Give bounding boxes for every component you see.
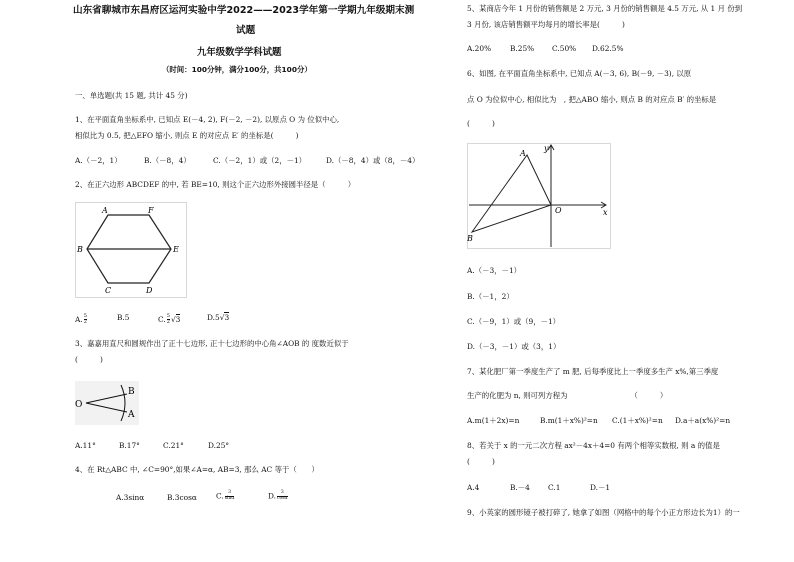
- coord-label-a: A: [520, 149, 526, 158]
- q2-option-b: B.5: [117, 313, 130, 322]
- q5-text-line1: 5、某商店今年 1 月份的销售额是 2 万元, 3 月份的销售额是 4.5 万元, 从 1 月 份到: [467, 4, 743, 13]
- q6-text-line1: 6、如图, 在平面直角坐标系中, 已知点 A(－3, 6), B(－9, －3), 以原: [467, 69, 692, 78]
- triangle-abo: [472, 155, 551, 232]
- hex-label-f: F: [148, 206, 154, 215]
- q4-text: 4、在 Rt△ABC 中, ∠C=90°,如果∠A=α, AB=3, 那么 AC 等于（ ）: [75, 465, 319, 474]
- hex-label-a: A: [102, 206, 108, 215]
- q8-text-line1: 8、若关于 x 的一元二次方程 ax²－4x＋4=0 有两个相等实数根, 则 a 的值是: [467, 441, 720, 450]
- q7-text-line1: 7、某化肥厂第一季度生产了 m 肥, 后每季度比上一季度多生产 x%,第三季度: [467, 367, 719, 376]
- coord-label-b: B: [467, 234, 473, 243]
- exam-meta: （时间：100分钟，满分100分，共100分）: [162, 65, 312, 74]
- q6-option-d: D.（－3，－1）或（3，1）: [467, 342, 561, 351]
- q5-option-d: D.62.5%: [592, 44, 624, 53]
- q1-option-d: D.（－8，4）或（8，－4）: [326, 156, 420, 165]
- q5-option-b: B.25%: [510, 44, 535, 53]
- q5-option-c: C.50%: [552, 44, 577, 53]
- coord-label-y: y: [544, 144, 549, 153]
- q7-text-line2: 生产的化肥为 n, 则可列方程为 （ ）: [467, 391, 668, 400]
- section-heading: 一、单选题(共 15 题, 共计 45 分): [75, 91, 188, 100]
- q1-text-line2: 相似比为 0.5, 把△EFO 缩小, 则点 E 的对应点 E′ 的坐标是( ): [75, 131, 299, 140]
- coord-label-o: O: [555, 206, 562, 215]
- hex-label-b: B: [77, 245, 83, 254]
- q3-option-c: C.21°: [163, 441, 184, 450]
- q3-option-b: B.17°: [119, 441, 140, 450]
- q8-option-b: B.－4: [510, 483, 530, 492]
- q9-text: 9、小英家的圆形镜子被打碎了, 她拿了如图（网格中的每个小正方形边长为1）的一: [467, 508, 740, 517]
- q1-option-c: C.（－2，1）或（2，－1）: [213, 156, 307, 165]
- exam-title-line1: 山东省聊城市东昌府区运河实验中学2022——2023学年第一学期九年级期末测: [73, 5, 415, 16]
- q6-text-line2: 点 O 为位似中心, 相似比为 , 把△ABO 缩小, 则点 B 的对应点 B′ 的坐标是: [467, 95, 717, 104]
- hex-label-d: D: [146, 286, 153, 295]
- q1-option-a: A.（－2，1）: [75, 156, 122, 165]
- q8-option-a: A.4: [467, 483, 480, 492]
- angle-figure: [75, 381, 139, 425]
- q6-option-a: A.（－3，－1）: [467, 266, 522, 275]
- q4-option-a: A.3sinα: [116, 493, 145, 502]
- q4-option-b: B.3cosα: [167, 493, 197, 502]
- angle-label-a: A: [128, 410, 135, 420]
- q1-option-b: B.（－8，4）: [144, 156, 191, 165]
- hex-label-e: E: [173, 245, 179, 254]
- angle-label-o: O: [75, 400, 83, 410]
- q2-option-d: D.5√3: [207, 313, 230, 322]
- q3-text-line2: ( ): [75, 355, 103, 364]
- q8-option-d: D.－1: [590, 483, 611, 492]
- q6-option-c: C.（－9，1）或（9，－1）: [467, 317, 561, 326]
- q2-option-a: A. $\frac{5}{2}$: [75, 313, 87, 326]
- q1-text-line1: 1、在平面直角坐标系中, 已知点 E(－4, 2), F(－2, －2), 以原点 O 为 位似中心,: [75, 115, 340, 124]
- coordinate-figure: [467, 143, 611, 249]
- q5-option-a: A.20%: [467, 44, 492, 53]
- hexagon-figure: [75, 202, 187, 298]
- q3-option-a: A.11°: [75, 441, 96, 450]
- exam-title-line2: 试题: [236, 25, 256, 36]
- q4-option-d: D. $\frac{3}{\cos\alpha}$: [268, 490, 288, 501]
- q8-text-line2: ( ): [467, 457, 495, 466]
- q7-option-d: D.a＋a(x%)²=n: [675, 416, 731, 425]
- q2-option-c: C. $\frac{5}{2}$ √3: [158, 313, 181, 326]
- q3-text-line1: 3、嘉嘉用直尺和圆规作出了正十七边形, 正十七边形的中心角∠AOB 的 度数近似于: [75, 339, 349, 348]
- exam-subject: 九年级数学学科试题: [197, 47, 282, 58]
- q7-option-c: C.(1＋x%)²=n: [612, 416, 663, 425]
- q6-option-b: B.（－1，2）: [467, 292, 514, 301]
- q6-text-line3: ( ): [467, 119, 495, 128]
- q7-option-b: B.m(1＋x%)²=n: [540, 416, 598, 425]
- coordinate-figure-frame: [468, 144, 611, 249]
- q3-option-d: D.25°: [208, 441, 230, 450]
- hex-label-c: C: [105, 286, 112, 295]
- angle-label-b: B: [128, 387, 135, 397]
- q8-option-c: C.1: [548, 483, 561, 492]
- q4-option-c: C. $\frac{3}{\sin\alpha}$: [216, 490, 235, 501]
- coord-label-x: x: [603, 208, 608, 217]
- q5-text-line2: 3 月份, 该店销售额平均每月的增长率是( ): [467, 20, 625, 29]
- q2-text: 2、在正六边形 ABCDEF 的中, 若 BE=10, 则这个正六边形外接圆半径是（ ）: [75, 180, 356, 189]
- q7-option-a: A.m(1＋2x)=n: [467, 416, 520, 425]
